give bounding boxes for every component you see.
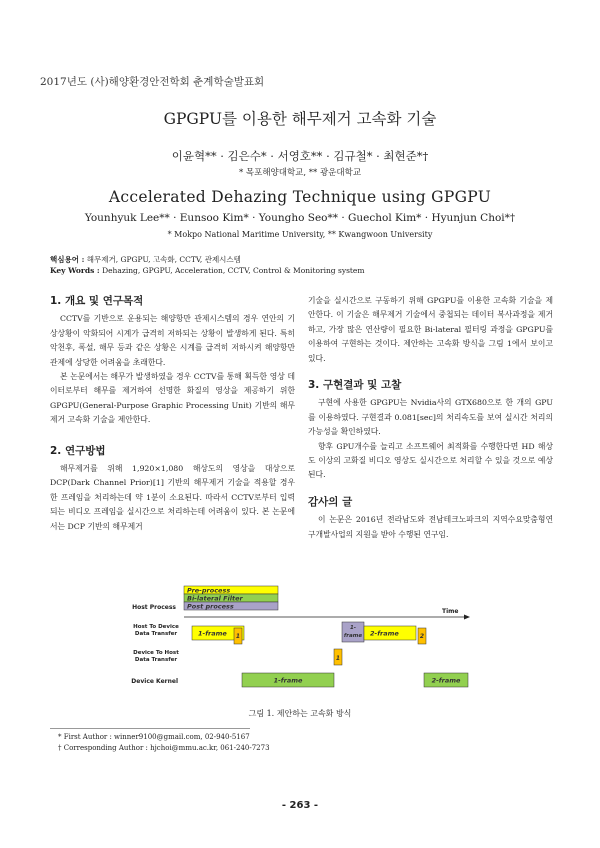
right-column (308, 294, 553, 542)
h2d-bar-1-label: 1 (235, 633, 241, 640)
affiliation-korean: * 목포해양대학교, ** 광운대학교 (238, 168, 362, 178)
kernel-bar-frame-1-label: 1-frame (273, 676, 303, 685)
section-3-paragraph-1: 구현에 사용한 GPGPU는 Nvidia사의 GTX680으로 한 개의 GPU를 이용하였다. 구현결과 0.081[sec]의 처리속도를 보여 실시간 처리의 가능성을 확인하였다. (308, 398, 553, 437)
time-axis-label: Time (442, 608, 459, 615)
continued-paragraph: 기술을 실시간으로 구동하기 위해 GPGPU를 이용한 고속화 기술을 제안한다. 이 기술은 해무제거 기술에서 중첩되는 데이터 복사과정을 제거하고, 가장 많은 연산량이 필요한 Bi-lateral 필터링 과정을 GPGPU를 이용하여 구현하는 것이다. 제안하는 고속화 방식을 그림 1에서 보이고 있다. (308, 296, 553, 363)
legend-label-pre-process: Pre-process (187, 586, 231, 595)
section-3-title: 3. 구현결과 및 고찰 (308, 379, 402, 392)
section-1-title: 1. 개요 및 연구목적 (50, 295, 144, 307)
footnote-corresponding-author (58, 744, 270, 752)
authors-english: Younhyuk Lee** · Eunsoo Kim* · Youngho Seo** · Guechol Kim* · Hyunjun Choi*† (84, 212, 516, 224)
acknowledgement-paragraph: 이 논문은 2016년 전라남도와 전남테크노파크의 지역수요맞춤형연구개발사업의 지원을 받아 수행된 연구임. (308, 515, 553, 539)
affiliation-english: * Mokpo National Maritime University, ** Kwangwoon University (167, 230, 433, 239)
footnote-first-author-text: First Author : winner9100@gmail.com, 02-940-5167 (63, 733, 250, 741)
d2h-bar-1-label: 1 (335, 655, 341, 662)
time-axis-arrow (464, 615, 470, 620)
legend-label-bilateral-filter: Bi-lateral Filter (187, 594, 243, 603)
host-bar-frame-1-label: 1-frame (198, 629, 227, 638)
keywords-english-label: Key Words : (50, 266, 100, 275)
row-label-device-kernel: Device Kernel (131, 678, 178, 685)
paper-title-korean: GPGPU를 이용한 해무제거 고속화 기술 (163, 110, 437, 128)
footnote-corresponding-author-text: Corresponding Author : hjchoi@mmu.ac.kr, 061-240-7273 (63, 744, 270, 752)
timing-diagram-figure (120, 580, 480, 692)
row-label-device-to-host: Device To Host Data Transfer (133, 650, 179, 663)
section-2-title: 2. 연구방법 (50, 444, 106, 457)
section-1-paragraph-2: 본 논문에서는 해무가 발생하였을 경우 CCTV를 통해 획득한 영상 데이터로부터 해무를 제거하여 선명한 화질의 영상을 제공하기 위한 GPGPU(General-Purpose Graphic Processing Unit) 기반의 해무제거 고속화 기술을 제안한다. (50, 372, 295, 425)
keywords-english-text: Dehazing, GPGPU, Acceleration, CCTV, Control & Monitoring system (102, 266, 365, 275)
asterisk-marker: * (58, 733, 64, 741)
authors-korean: 이윤혁** · 김은수* · 서영호** · 김규철* · 최현준*† (171, 149, 429, 163)
legend-label-post-process: Post process (187, 602, 234, 611)
conference-header: 2017년도 (사)해양환경안전학회 춘계학술발표회 (40, 76, 265, 88)
row-label-host-to-device: Host To Device Data Transfer (133, 624, 179, 637)
section-2-paragraph-1: 해무제거를 위해 1,920×1,080 해상도의 영상을 대상으로 DCP(Dark Channel Prior)[1] 기반의 해무제거 기술을 적용할 경우 한 프레임을 처리하는데 약 1분이 소요된다. 따라서 CCTV로부터 입력되는 비디오 프레임을 실시간으로 처리하는데 어려움이 있다. 본 논문에서는 DCP 기반의 해무제거 (50, 464, 295, 531)
row-label-host-process: Host Process (132, 604, 176, 611)
h2d-bar-2-label: 2 (419, 633, 425, 640)
acknowledgement-title: 감사의 글 (308, 495, 353, 508)
kernel-bar-frame-2-label: 2-frame (431, 676, 461, 685)
keywords-korean (50, 254, 241, 265)
paper-title-english: Accelerated Dehazing Technique using GPGPU (108, 188, 492, 206)
host-bar-frame-2-label: 2-frame (370, 629, 399, 638)
footnote-divider (50, 728, 250, 729)
host-bar-post-frame-1-label: 1-frame (343, 625, 363, 639)
keywords-korean-text: 해무제거, GPGPU, 고속화, CCTV, 관제시스템 (86, 255, 241, 264)
section-3-paragraph-2: 향후 GPU개수를 늘리고 소프트웨어 최적화를 수행한다면 HD 해상도 이상의 고화질 비디오 영상도 실시간으로 처리할 수 있을 것으로 예상된다. (308, 441, 553, 480)
keywords-english (50, 266, 364, 275)
dagger-marker: † (58, 744, 64, 752)
footnote-first-author (58, 733, 250, 741)
section-1-paragraph-1: CCTV를 기반으로 운용되는 해양항만 관제시스템의 경우 연안의 기상상황이 악화되어 시계가 급격히 저하되는 상황이 발생하게 된다. 특히 악천후, 폭설, 해무 등과 같은 상황은 시계를 급격히 저하시켜 해양항만 관제에 상당한 어려움을 초래한다. (50, 314, 295, 367)
figure-caption: 그림 1. 제안하는 고속화 방식 (248, 709, 352, 718)
keywords-korean-label: 핵심용어 : (50, 255, 85, 264)
page-number: - 263 - (281, 800, 319, 811)
left-column (50, 294, 295, 534)
